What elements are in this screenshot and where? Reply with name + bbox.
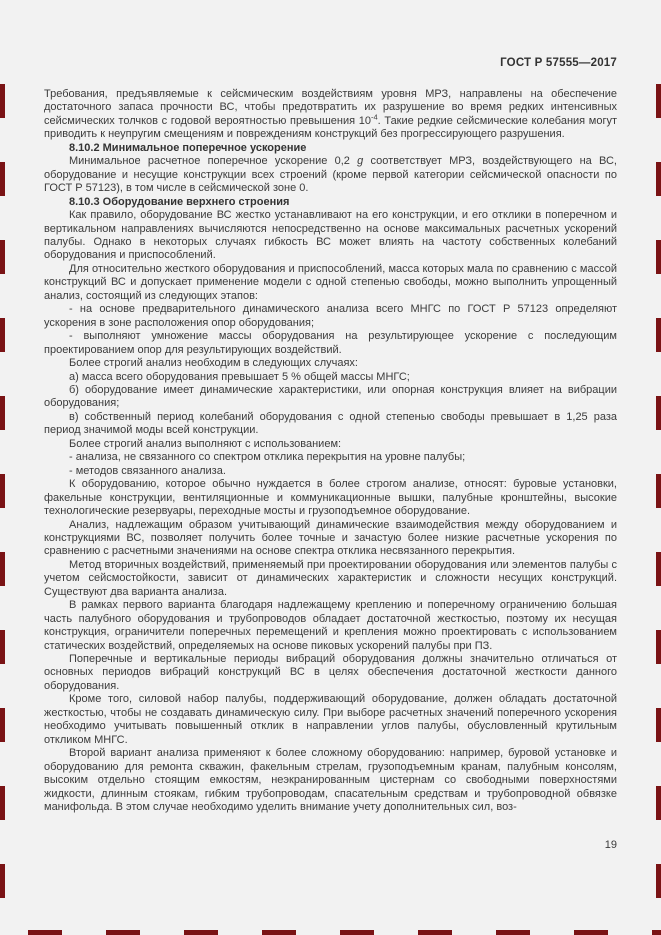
paragraph-text: Требования, предъявляемые к сейсмическим воздействиям уровня МРЗ, направлены на обеспечение достаточного запаса прочности ВС, чтобы предотвратить их разрушение во время редких интенсивных сейсмических толчков с годовой вероятностью превышения 10 bbox=[44, 88, 617, 127]
paragraph: К оборудованию, которое обычно нуждается в более строгом анализе, относят: буровые установки, факельные конструкции, вентиляционные и коммуникационные вышки, палубные кронштейны, высокие технологические резервуары, переходные мосты и грузоподъемное оборудование. bbox=[44, 478, 617, 518]
paragraph: Для относительно жесткого оборудования и приспособлений, масса которых мала по сравнению с массой конструкций ВС и допускает применение модели с одной степенью свободы, можно выполнить упрощенный анализ, состоящий из следующих этапов: bbox=[44, 262, 617, 302]
list-item-dash: - на основе предварительного динамического анализа всего МНГС по ГОСТ Р 57123 определяют ускорения в зоне расположения опор оборудования; bbox=[44, 303, 617, 329]
list-item-letter-v: в) собственный период колебаний оборудования с одной степенью свободы превышает в 1,25 раза период значимой моды всей конструкции. bbox=[44, 410, 617, 437]
paragraph bbox=[44, 88, 617, 142]
list-item-dash: - выполняют умножение массы оборудования на результирующее ускорение с последующим проектированием опор для результирующих воздействий. bbox=[44, 330, 617, 356]
paragraph: Метод вторичных воздействий, применяемый при проектировании оборудования или элементов палубы с учетом сейсмостойкости, зависит от динамических характеристик и сложности несущих конструкций. Существуют два варианта анализа. bbox=[44, 558, 617, 598]
page-number: 19 bbox=[604, 839, 617, 851]
paragraph bbox=[44, 155, 617, 195]
paragraph-text: соответствует МРЗ, воздействующего на ВС, оборудование и несущие конструкции всех строений (кроме первой категории сейсмической опасности по ГОСТ Р 57123), в том числе в сейсмической зоне 0. bbox=[44, 155, 617, 195]
document-body bbox=[44, 88, 617, 814]
list-item-letter-b: б) оборудование имеет динамические характеристики, или опорная конструкция влияет на вибрации оборудования; bbox=[44, 383, 617, 410]
paragraph: Как правило, оборудование ВС жестко устанавливают на его конструкции, и его отклики в поперечном и вертикальном направлениях вычисляются непосредственно на основе максимальных расчетных ускорений палубы. Однако в некоторых случаях гибкость ВС может влиять на частоту собственных колебаний оборудования и приспособлений. bbox=[44, 209, 617, 262]
paragraph: Анализ, надлежащим образом учитывающий динамические взаимодействия между оборудованием и конструкциями ВС, позволяет получить более точные и зачастую более низкие расчетные ускорения по сравнению с расчетными значениями на основе спектра отклика несвязанного перекрытия. bbox=[44, 518, 617, 558]
list-item-dash: - методов связанного анализа. bbox=[69, 464, 226, 477]
list-item-letter-a: а) масса всего оборудования превышает 5 % общей массы МНГС; bbox=[69, 370, 410, 383]
paragraph: Кроме того, силовой набор палубы, поддерживающий оборудование, должен обладать достаточной жесткостью, чтобы не создавать динамическую силу. При выборе расчетных значений поперечного ускорения необходимо учитывать повышенный отклик в направлении углов палубы, обусловленный крутильным откликом МНГС. bbox=[44, 693, 617, 746]
section-heading-8-10-3: 8.10.3 Оборудование верхнего строения bbox=[69, 195, 290, 208]
paragraph: Более строгий анализ выполняют с использованием: bbox=[69, 437, 342, 450]
paragraph-text: . Такие редкие сейсмические колебания могут приводить к неупругим смещениям и повреждениям конструкций без прогрессирующего разрушения. bbox=[44, 114, 617, 141]
standard-code-header: ГОСТ Р 57555—2017 bbox=[500, 57, 617, 69]
paragraph: Поперечные и вертикальные периоды вибраций оборудования должны значительно отличаться от основных периодов вибраций конструкций ВС в целях обеспечения достаточной жесткости данного оборудования. bbox=[44, 653, 617, 692]
paragraph: В рамках первого варианта благодаря надлежащему креплению и поперечному ограничению большая часть палубного оборудования и трубопроводов обладает достаточной жесткостью, поэтому их несущая конструкция, ограничители поперечных перемещений и крепления можно проектировать с использованием статических воздействий, определяемых на основе пиковых ускорений палубы при ПЗ. bbox=[44, 599, 617, 652]
paragraph: Более строгий анализ необходим в следующих случаях: bbox=[69, 357, 358, 370]
superscript-exponent: -4 bbox=[370, 112, 378, 122]
paragraph-text: Минимальное расчетное поперечное ускорение 0,2 bbox=[69, 155, 358, 168]
list-item-dash: - анализа, не связанного со спектром отклика перекрытия на уровне палубы; bbox=[69, 451, 466, 464]
section-heading-8-10-2: 8.10.2 Минимальное поперечное ускорение bbox=[69, 141, 307, 154]
italic-variable-g: g bbox=[357, 155, 364, 168]
paragraph: Второй вариант анализа применяют к более сложному оборудованию: например, буровой установке и оборудованию для ремонта скважин, факельным стрелам, грузоподъемным кранам, палубным консолям, высоким отдельно стоящим емкостям, неэкранированным цистернам со свободными поверхностями жидкости, длинным стоякам, гибким трубопроводам, спасательным средствам и трубопроводной обвязке манифольда. В этом случае необходимо уделить внимание учету дополнительных сил, воз- bbox=[44, 747, 617, 814]
